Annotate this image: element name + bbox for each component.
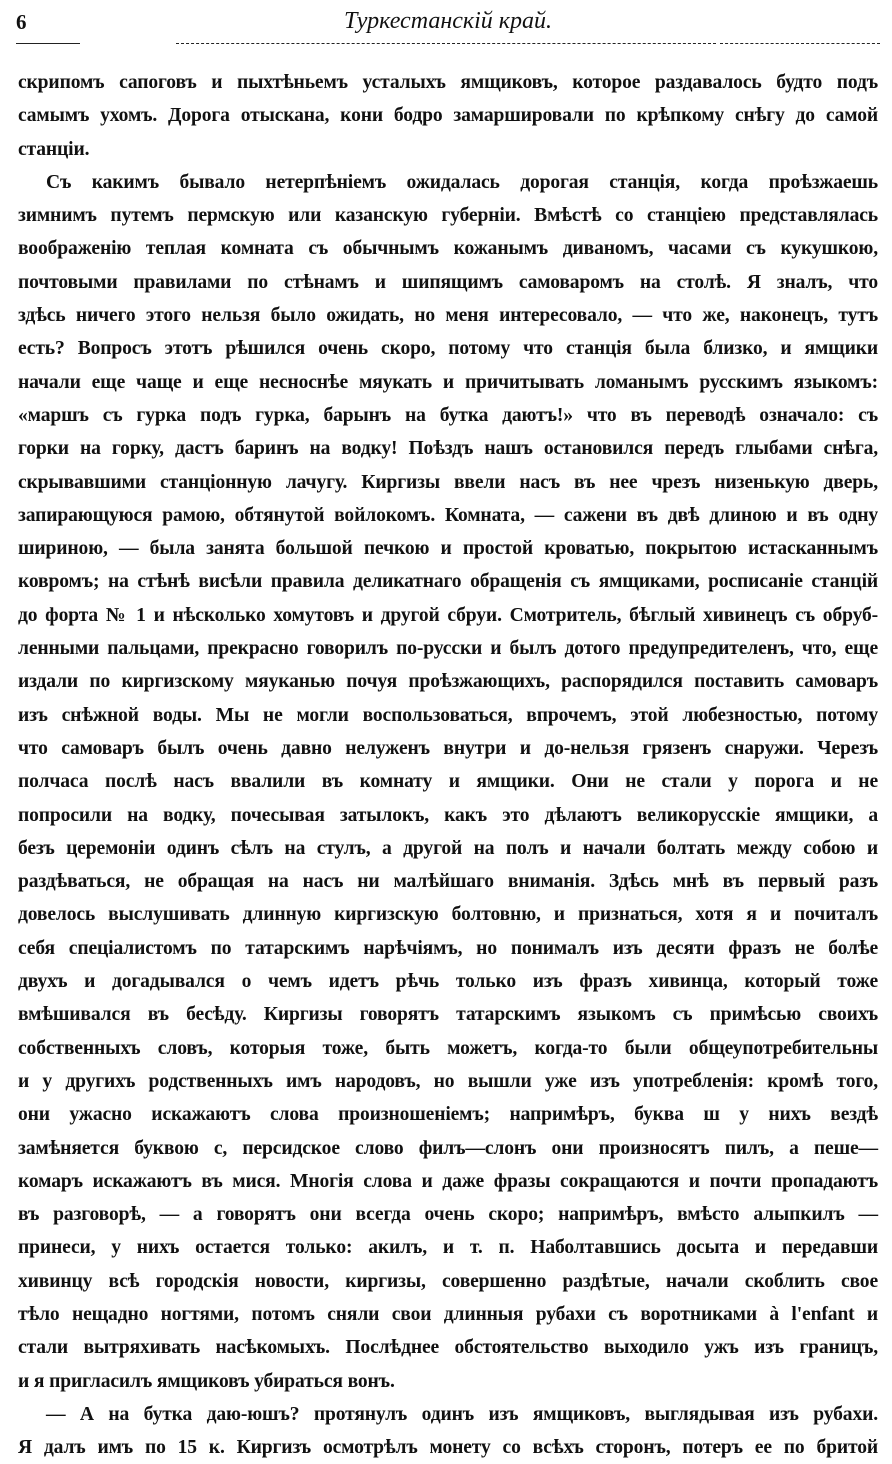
- running-title: Туркестанскій край.: [343, 8, 553, 34]
- text-line: комаръ искажаютъ въ мися. Многія слова и даже фразы сокращаются и почти пропадаютъ: [18, 1170, 878, 1192]
- text-line: запирающуюся рамою, обтянутой войлокомъ. Комната, — сажени въ двѣ длиною и въ одну: [18, 504, 878, 526]
- text-line: изъ снѣжной воды. Мы не могли воспользоваться, впрочемъ, этой любезностью, потому: [18, 704, 878, 726]
- text-line: себя спеціалистомъ по татарскимъ нарѣчіямъ, но понималъ изъ десяти фразъ не болѣе: [18, 937, 878, 959]
- text-line: въ разговорѣ, — а говорятъ они всегда очень скоро; напримѣръ, вмѣсто алыпкилъ —: [18, 1204, 878, 1226]
- page-header: [16, 6, 880, 50]
- text-line: и я пригласилъ ямщиковъ убираться вонъ.: [18, 1370, 395, 1392]
- text-line: воображенію теплая комната съ обычнымъ кожанымъ диваномъ, часами съ кукушкою,: [18, 238, 878, 260]
- text-line: тѣло нещадно ногтями, потомъ сняли свои длинныя рубахи съ воротниками à l'enfant и: [18, 1303, 878, 1325]
- text-line: — А на бутка даю-юшъ? протянулъ одинъ изъ ямщиковъ, выглядывая изъ рубахи.: [46, 1403, 878, 1425]
- text-line: попросили на водку, почесывая затылокъ, какъ это дѣлаютъ великорусскіе ямщики, а: [18, 804, 878, 826]
- text-line: Я далъ имъ по 15 к. Киргизъ осмотрѣлъ монету со всѣхъ сторонъ, потеръ ее по бритой: [18, 1437, 878, 1459]
- text-line: они ужасно искажаютъ слова произношеніемъ; напримѣръ, буква ш у нихъ вездѣ: [18, 1104, 878, 1126]
- text-line: полчаса послѣ насъ ввалили въ комнату и ямщики. Они не стали у порога и не: [18, 771, 878, 793]
- header-rule-left: [16, 43, 80, 44]
- body-text: [18, 66, 878, 1464]
- text-line: скрипомъ сапоговъ и пыхтѣньемъ усталыхъ ямщиковъ, которое раздавалось будто подъ: [18, 72, 878, 93]
- header-rule-right: [720, 43, 880, 44]
- page-number: 6: [16, 10, 27, 34]
- text-line: вмѣшивался въ бесѣду. Киргизы говорятъ татарскимъ языкомъ съ примѣсью своихъ: [18, 1004, 878, 1026]
- text-line: хивинцу всѣ городскія новости, киргизы, совершенно раздѣтые, начали скоблить свое: [18, 1270, 878, 1292]
- text-line: шириною, — была занята большой печкою и простой кроватью, покрытою истасканнымъ: [18, 538, 878, 560]
- text-line: собственныхъ словъ, которыя тоже, быть можетъ, когда-то были общеупотребительны: [18, 1037, 878, 1059]
- text-line: начали еще чаще и еще несноснѣе мяукать и причитывать ломанымъ русскимъ языкомъ:: [18, 371, 878, 393]
- text-line: принеси, у нихъ остается только: акилъ, и т. п. Наболтавшись досыта и передавши: [18, 1237, 878, 1259]
- text-line: ленными пальцами, прекрасно говорилъ по-русски и былъ дотого предупредителенъ, что, еще: [18, 638, 878, 660]
- text-line: почтовыми правилами по стѣнамъ и шипящимъ самоваромъ на столѣ. Я зналъ, что: [18, 271, 878, 293]
- text-line: Съ какимъ бывало нетерпѣніемъ ожидалась дорогая станція, когда проѣзжаешь: [46, 171, 878, 193]
- text-line: самымъ ухомъ. Дорога отыскана, кони бодро замаршировали по крѣпкому снѣгу до самой: [18, 105, 878, 127]
- text-line: скрывавшими станціонную лачугу. Киргизы ввели насъ въ нее чрезъ низенькую дверь,: [18, 471, 878, 493]
- text-line: и у другихъ родственныхъ имъ народовъ, но вышли уже изъ употребленія: кромѣ того,: [18, 1070, 878, 1092]
- text-line: «маршъ съ гурка подъ гурка, барынъ на бутка даютъ!» что въ переводѣ означало: съ: [18, 404, 878, 426]
- text-line: зимнимъ путемъ пермскую или казанскую губерніи. Вмѣстѣ со станціею представлялась: [18, 205, 878, 227]
- text-line: здѣсь ничего этого нельзя было ожидать, но меня интересовало, — что же, наконецъ, тутъ: [18, 305, 878, 327]
- text-line: двухъ и догадывался о чемъ идетъ рѣчь только изъ фразъ хивинца, который тоже: [18, 971, 878, 993]
- text-line: есть? Вопросъ этотъ рѣшился очень скоро, потому что станція была близко, и ямщики: [18, 338, 878, 360]
- header-rule-middle: [176, 43, 716, 44]
- text-line: станціи.: [18, 138, 90, 160]
- text-line: до форта № 1 и нѣсколько хомутовъ и другой сбруи. Смотритель, бѣглый хивинецъ съ обруб-: [18, 604, 878, 626]
- text-line: безъ церемоніи одинъ сѣлъ на стулъ, а другой на полъ и начали болтать между собою и: [18, 837, 878, 859]
- text-line: горки на горку, дастъ баринъ на водку! Поѣздъ нашъ остановился передъ глыбами снѣга,: [18, 438, 878, 460]
- text-line: издали по киргизскому мяуканью почуя проѣзжающихъ, распорядился поставить самоваръ: [18, 671, 878, 693]
- text-line: раздѣваться, не обращая на насъ ни малѣйшаго вниманія. Здѣсь мнѣ въ первый разъ: [18, 871, 878, 893]
- text-line: довелось выслушивать длинную киргизскую болтовню, и признаться, хотя я и почиталъ: [18, 904, 878, 926]
- text-line: что самоваръ былъ очень давно нелуженъ внутри и до-нельзя грязенъ снаружи. Черезъ: [18, 737, 878, 759]
- text-line: стали вытряхивать насѣкомыхъ. Послѣднее обстоятельство выходило ужъ изъ границъ,: [18, 1337, 878, 1359]
- text-line: замѣняется буквою с, персидское слово филъ—слонъ они произносятъ пилъ, а пеше—: [18, 1137, 878, 1159]
- text-line: ковромъ; на стѣнѣ висѣли правила деликатнаго обращенія съ ямщиками, росписаніе станцій: [18, 571, 878, 593]
